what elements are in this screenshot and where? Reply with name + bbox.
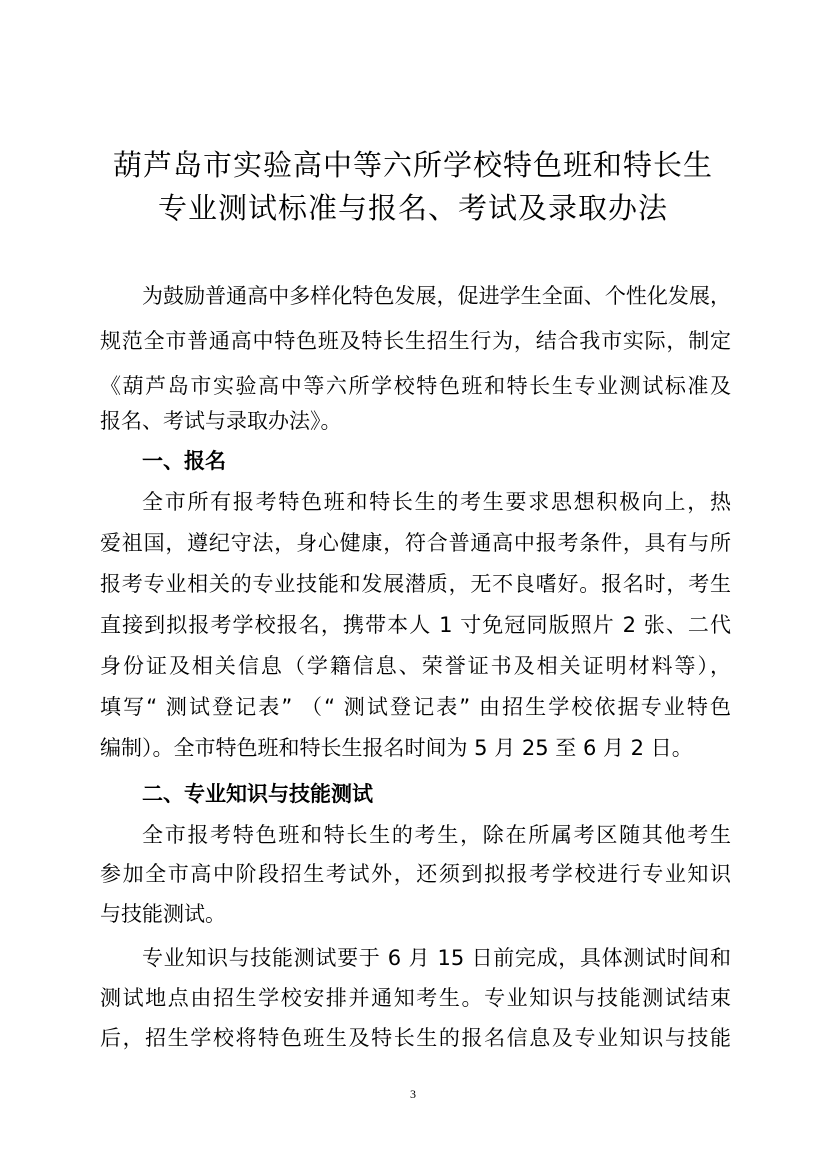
section-2-para-1-line-3: 与技能测试。 bbox=[100, 902, 226, 926]
section-2-heading: 二、专业知识与技能测试 bbox=[142, 782, 373, 806]
section-1-line-1: 全市所有报考特色班和特长生的考生要求思想积极向上，热 bbox=[142, 490, 731, 514]
intro-line-1: 为鼓励普通高中多样化特色发展，促进学生全面、个性化发展， bbox=[142, 284, 731, 308]
intro-line-3: 《葫芦岛市实验高中等六所学校特色班和特长生专业测试标准及 bbox=[100, 374, 731, 398]
section-2-para-2-line-2: 测试地点由招生学校安排并通知考生。专业知识与技能测试结束 bbox=[100, 986, 731, 1010]
section-2-para-1-line-2: 参加全市高中阶段招生考试外，还须到拟报考学校进行专业知识 bbox=[100, 862, 731, 886]
intro-line-4: 报名、考试与录取办法》。 bbox=[100, 409, 342, 433]
section-1-line-2: 爱祖国，遵纪守法，身心健康，符合普通高中报考条件，具有与所 bbox=[100, 531, 731, 555]
section-1-line-7: 编制）。全市特色班和特长生报名时间为 5 月 25 至 6 月 2 日。 bbox=[100, 736, 693, 760]
section-1-line-4: 直接到拟报考学校报名，携带本人 1 寸免冠同版照片 2 张、二代 bbox=[100, 613, 731, 637]
intro-line-2: 规范全市普通高中特色班及特长生招生行为，结合我市实际，制定 bbox=[100, 329, 731, 353]
section-2-para-2-line-3: 后，招生学校将特色班生及特长生的报名信息及专业知识与技能 bbox=[100, 1026, 731, 1050]
section-1-line-3: 报考专业相关的专业技能和发展潜质，无不良嗜好。报名时，考生 bbox=[100, 572, 731, 596]
section-2-para-2-line-1: 专业知识与技能测试要于 6 月 15 日前完成，具体测试时间和 bbox=[142, 946, 731, 970]
section-1-line-6: 填写“ 测试登记表” （“ 测试登记表” 由招生学校依据专业特色 bbox=[100, 695, 731, 719]
document-title-line-1: 葫芦岛市实验高中等六所学校特色班和特长生 bbox=[112, 148, 713, 182]
section-1-line-5: 身份证及相关信息（学籍信息、荣誉证书及相关证明材料等）， bbox=[100, 654, 731, 678]
section-1-heading: 一、报名 bbox=[142, 449, 226, 473]
document-title-line-2: 专业测试标准与报名、考试及录取办法 bbox=[157, 191, 668, 225]
page-number: 3 bbox=[410, 1087, 416, 1101]
section-2-para-1-line-1: 全市报考特色班和特长生的考生，除在所属考区随其他考生 bbox=[142, 823, 731, 847]
